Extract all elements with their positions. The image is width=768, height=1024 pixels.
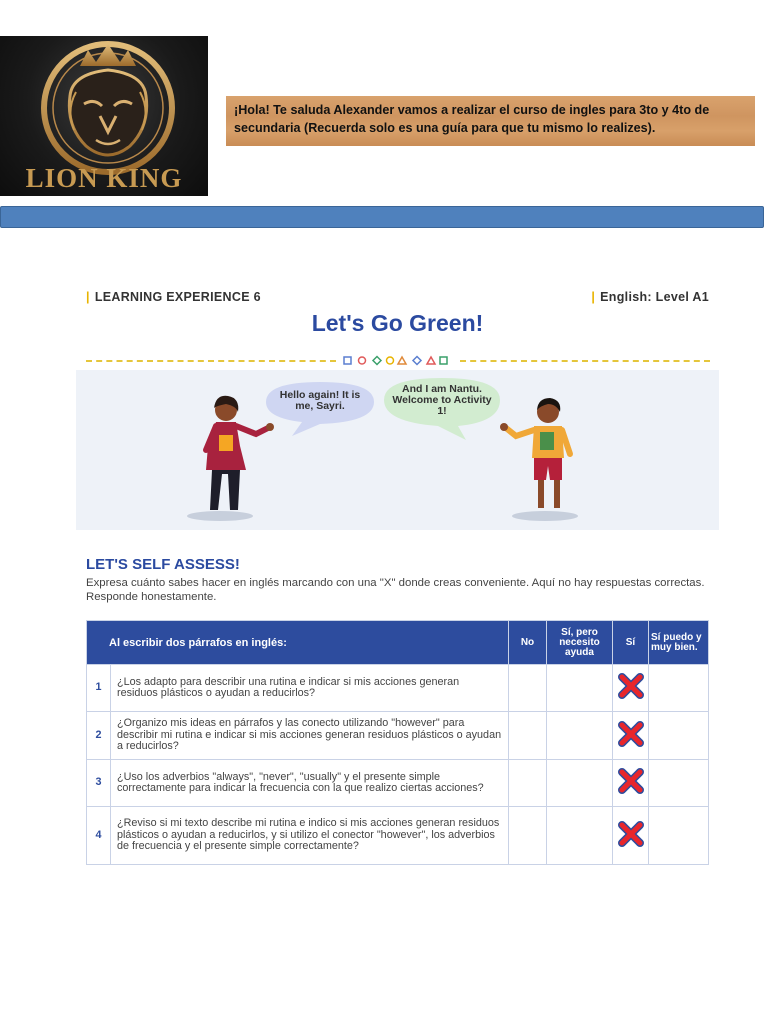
cell-no[interactable] — [509, 712, 547, 760]
cell-si-muy-bien[interactable] — [649, 807, 709, 865]
sayri-character — [206, 396, 274, 510]
assess-instructions: Expresa cuánto sabes hacer en inglés marcando con una "X" donde creas conveniente. Aquí no hay respuestas correctas. Responde honestamente. — [86, 577, 705, 603]
characters-scene — [76, 370, 719, 530]
cell-si-ayuda[interactable] — [547, 712, 613, 760]
cell-si-ayuda[interactable] — [547, 760, 613, 807]
column-header-no: No — [509, 621, 547, 665]
table-row — [87, 712, 709, 760]
column-header-si-muy-bien: Sí puedo y muy bien. — [649, 621, 709, 665]
cell-si-ayuda[interactable] — [547, 807, 613, 865]
x-mark-icon — [618, 768, 644, 794]
decorative-shapes-icon — [342, 354, 452, 368]
cell-si-ayuda[interactable] — [547, 665, 613, 712]
logo-text: LION KING — [25, 163, 183, 193]
row-question: ¿Organizo mis ideas en párrafos y las conecto utilizando "however" para describir mi rutina e indicar si mis acciones generan residuos plásticos o ayudan a reducirlos? — [111, 712, 509, 760]
column-header-question: Al escribir dos párrafos en inglés: — [87, 621, 509, 665]
lion-king-logo — [0, 36, 208, 196]
speech-bubble-nantu: And I am Nantu. Welcome to Activity 1! — [392, 383, 492, 417]
self-assessment-table — [86, 620, 709, 865]
row-question: ¿Reviso si mi texto describe mi rutina e indico si mis acciones generan residuos plásticos o ayudan a reducirlos, y si utilizo el conector "however", los adverbios de frecuencia y el presente simple correctamente? — [111, 807, 509, 865]
assess-title: LET'S SELF ASSESS! — [86, 556, 240, 573]
blue-divider-bar — [0, 206, 764, 228]
x-mark-icon — [618, 821, 644, 847]
cell-si[interactable] — [613, 807, 649, 865]
cell-no[interactable] — [509, 665, 547, 712]
cell-no[interactable] — [509, 760, 547, 807]
row-number: 1 — [87, 665, 111, 712]
lesson-title: Let's Go Green! — [311, 310, 484, 336]
table-row — [87, 665, 709, 712]
cell-si[interactable] — [613, 760, 649, 807]
cell-no[interactable] — [509, 807, 547, 865]
row-question: ¿Los adapto para describir una rutina e indicar si mis acciones generan residuos plásticos o ayudan a reducirlos? — [111, 665, 509, 712]
cell-si-muy-bien[interactable] — [649, 665, 709, 712]
row-number: 3 — [87, 760, 111, 807]
cell-si[interactable] — [613, 712, 649, 760]
cell-si-muy-bien[interactable] — [649, 712, 709, 760]
header-right: | English: Level A1 — [591, 290, 709, 304]
table-row — [87, 807, 709, 865]
table-row — [87, 760, 709, 807]
row-number: 2 — [87, 712, 111, 760]
header-left: | LEARNING EXPERIENCE 6 — [86, 290, 261, 304]
column-header-si: Sí — [613, 621, 649, 665]
x-mark-icon — [618, 721, 644, 747]
dashed-divider-right — [460, 360, 710, 362]
column-header-si-ayuda: Sí, pero necesito ayuda — [547, 621, 613, 665]
speech-bubble-sayri: Hello again! It is me, Sayri. — [279, 389, 361, 412]
cell-si[interactable] — [613, 665, 649, 712]
nantu-character — [500, 398, 570, 508]
row-question: ¿Uso los adverbios "always", "never", "usually" y el presente simple correctamente para indicar la frecuencia con la que realizo ciertas acciones? — [111, 760, 509, 807]
cell-si-muy-bien[interactable] — [649, 760, 709, 807]
greeting-banner: ¡Hola! Te saluda Alexander vamos a realizar el curso de ingles para 3to y 4to de secundaria (Recuerda solo es una guía para que tu mismo lo realizes). — [226, 96, 755, 146]
worksheet-page — [76, 278, 719, 878]
x-mark-icon — [618, 673, 644, 699]
dashed-divider-left — [86, 360, 336, 362]
row-number: 4 — [87, 807, 111, 865]
